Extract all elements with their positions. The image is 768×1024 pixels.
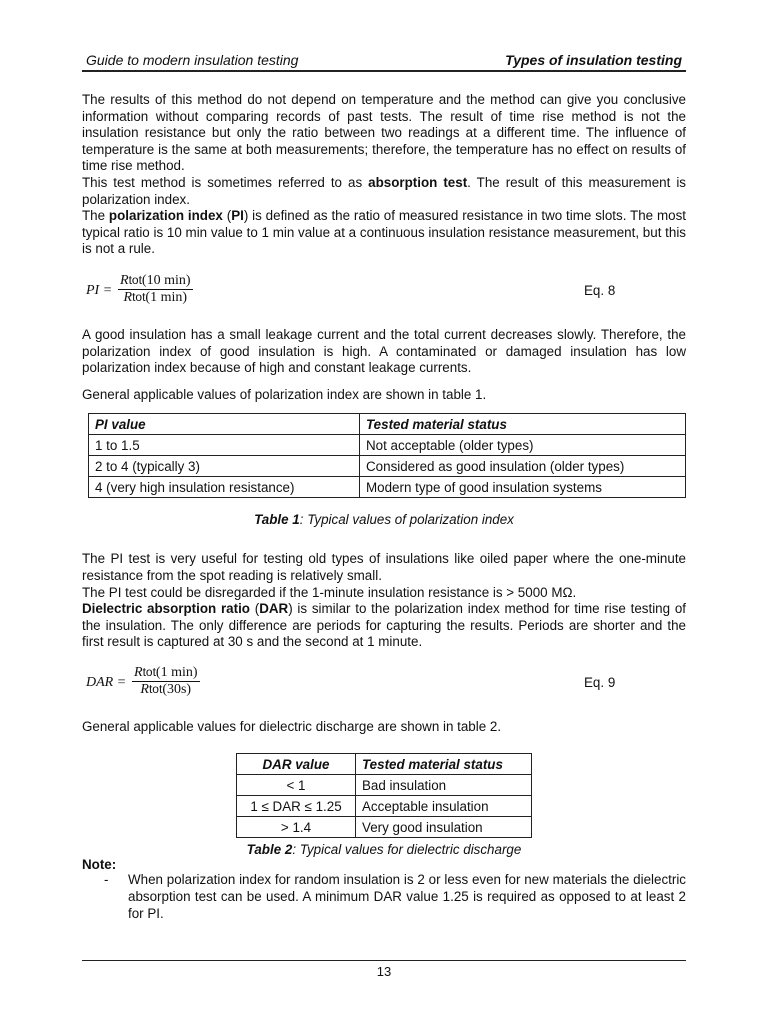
subscript: tot: [148, 681, 163, 696]
paragraph-table1-intro: General applicable values of polarization index are shown in table 1.: [82, 386, 487, 402]
document-page: [82, 50, 686, 922]
table1-caption: [82, 512, 686, 527]
subscript: tot: [142, 664, 156, 679]
equation-number: Eq. 9: [584, 674, 616, 690]
subscript: tot: [132, 289, 146, 304]
fraction-numerator: [118, 273, 193, 289]
table-cell: 1 ≤ DAR ≤ 1.25: [237, 796, 356, 817]
note-heading: Note:: [82, 857, 117, 873]
table-row: [237, 775, 532, 796]
fraction-denominator: [132, 681, 200, 698]
equation-8: [82, 273, 686, 313]
text-run: (: [249, 601, 260, 617]
table-cell: 4 (very high insulation resistance): [89, 477, 360, 498]
table-cell: Not acceptable (older types): [360, 435, 686, 456]
table-row: [89, 435, 686, 456]
table-cell: < 1: [237, 775, 356, 796]
argument: (1 min): [145, 289, 188, 305]
paragraph-absorption-test: [82, 175, 686, 208]
bold-term-polarization-index: polarization index: [108, 208, 223, 224]
table-dar-values: [236, 753, 532, 838]
symbol-r: R: [134, 664, 143, 680]
text-run: The: [82, 208, 109, 224]
fraction-numerator: [132, 665, 200, 681]
argument: (1 min): [155, 664, 198, 680]
note-text: When polarization index for random insulation is 2 or less even for new materials the dielectric absorption test can be used. A minimum DAR value 1.25 is required as opposed to at least 2 for PI.: [128, 872, 686, 921]
running-header: [82, 50, 686, 72]
paragraph-dar-definition: [82, 601, 686, 651]
caption-label: Table 1: [254, 512, 300, 528]
table2-caption: [82, 842, 686, 857]
caption-text: : Typical values for dielectric discharge: [292, 842, 522, 858]
table-cell: 2 to 4 (typically 3): [89, 456, 360, 477]
column-header-material-status: Tested material status: [360, 414, 686, 435]
equation-9: [82, 665, 686, 705]
column-header-pi-value: PI value: [89, 414, 360, 435]
table-cell: Bad insulation: [356, 775, 532, 796]
bullet-dash: -: [104, 872, 109, 888]
equation-fraction: [118, 273, 193, 306]
table-cell: Acceptable insulation: [356, 796, 532, 817]
table-cell: > 1.4: [237, 817, 356, 838]
caption-text: : Typical values of polarization index: [299, 512, 514, 528]
table-row: [237, 817, 532, 838]
text-run: This test method is sometimes referred to as: [82, 174, 369, 190]
paragraph-time-rise: The results of this method do not depend on temperature and the method can give you conclusive information without comparing records of past tests. The result of time rise method is not the insulation resistance but only the ratio between two readings at a different time. The influence of temperature is the same at both measurements; therefore, the temperature has no effect on results of time rise method.: [82, 92, 686, 174]
symbol-r: R: [140, 681, 149, 697]
note-bullet: [82, 872, 686, 922]
page-footer: [82, 960, 686, 979]
text-run: ) is defined as the ratio of measured resistance in two time slots. The most typical ratio is 10 min value to 1 min value at a continuous insulation resistance measurement, but this is not a rule.: [82, 208, 686, 257]
text-run: (: [222, 208, 232, 224]
table-row: [89, 477, 686, 498]
column-header-dar-value: DAR value: [237, 754, 356, 775]
table-cell: 1 to 1.5: [89, 435, 360, 456]
equation-number: Eq. 8: [584, 282, 616, 298]
bold-term-dar: Dielectric absorption ratio: [82, 601, 250, 617]
paragraph-good-insulation: A good insulation has a small leakage current and the total current decreases slowly. Therefore, the polarization index of good insulation is high. A contaminated or damaged insulation has low polarization index because of high and constant leakage currents.: [82, 326, 686, 376]
fraction-denominator: [118, 289, 193, 306]
equation-lhs: PI =: [86, 282, 113, 298]
paragraph-pi-usefulness: The PI test is very useful for testing old types of insulations like oiled paper where the one-minute resistance from the spot reading is relatively small.: [82, 551, 686, 583]
table-row: [89, 456, 686, 477]
table-row: [237, 796, 532, 817]
table-polarization-index: [88, 413, 686, 498]
table-cell: Considered as good insulation (older types): [360, 456, 686, 477]
table-cell: Modern type of good insulation systems: [360, 477, 686, 498]
table-header-row: [237, 754, 532, 775]
header-document-title: Guide to modern insulation testing: [86, 52, 299, 68]
column-header-material-status: Tested material status: [356, 754, 532, 775]
text-run: . The result of this measurement is polarization index.: [82, 174, 686, 207]
bold-term-pi: PI: [231, 208, 244, 224]
argument: (30s): [162, 681, 192, 697]
paragraph-pi-disregard: The PI test could be disregarded if the 1-minute insulation resistance is > 5000 MΩ.: [82, 584, 577, 600]
bold-term-dar-abbr: DAR: [259, 601, 289, 617]
paragraph-polarization-index: [82, 208, 686, 258]
table-cell: Very good insulation: [356, 817, 532, 838]
symbol-r: R: [120, 272, 129, 288]
equation-lhs: DAR =: [86, 674, 127, 690]
bold-term-absorption-test: absorption test: [368, 174, 468, 190]
equation-fraction: [132, 665, 200, 698]
symbol-r: R: [123, 289, 133, 305]
text-run: ) is similar to the polarization index method for time rise testing of the insulation. The only difference are periods for capturing the results. Periods are shorter and the first result is captured at 30 s and the second at 1 minute.: [82, 601, 686, 650]
table-header-row: [89, 414, 686, 435]
paragraph-table2-intro: General applicable values for dielectric discharge are shown in table 2.: [82, 718, 502, 734]
caption-label: Table 2: [246, 842, 293, 858]
argument: (10 min): [141, 272, 191, 288]
header-section-title: Types of insulation testing: [505, 52, 682, 68]
subscript: tot: [128, 272, 142, 287]
page-number: 13: [376, 964, 392, 979]
